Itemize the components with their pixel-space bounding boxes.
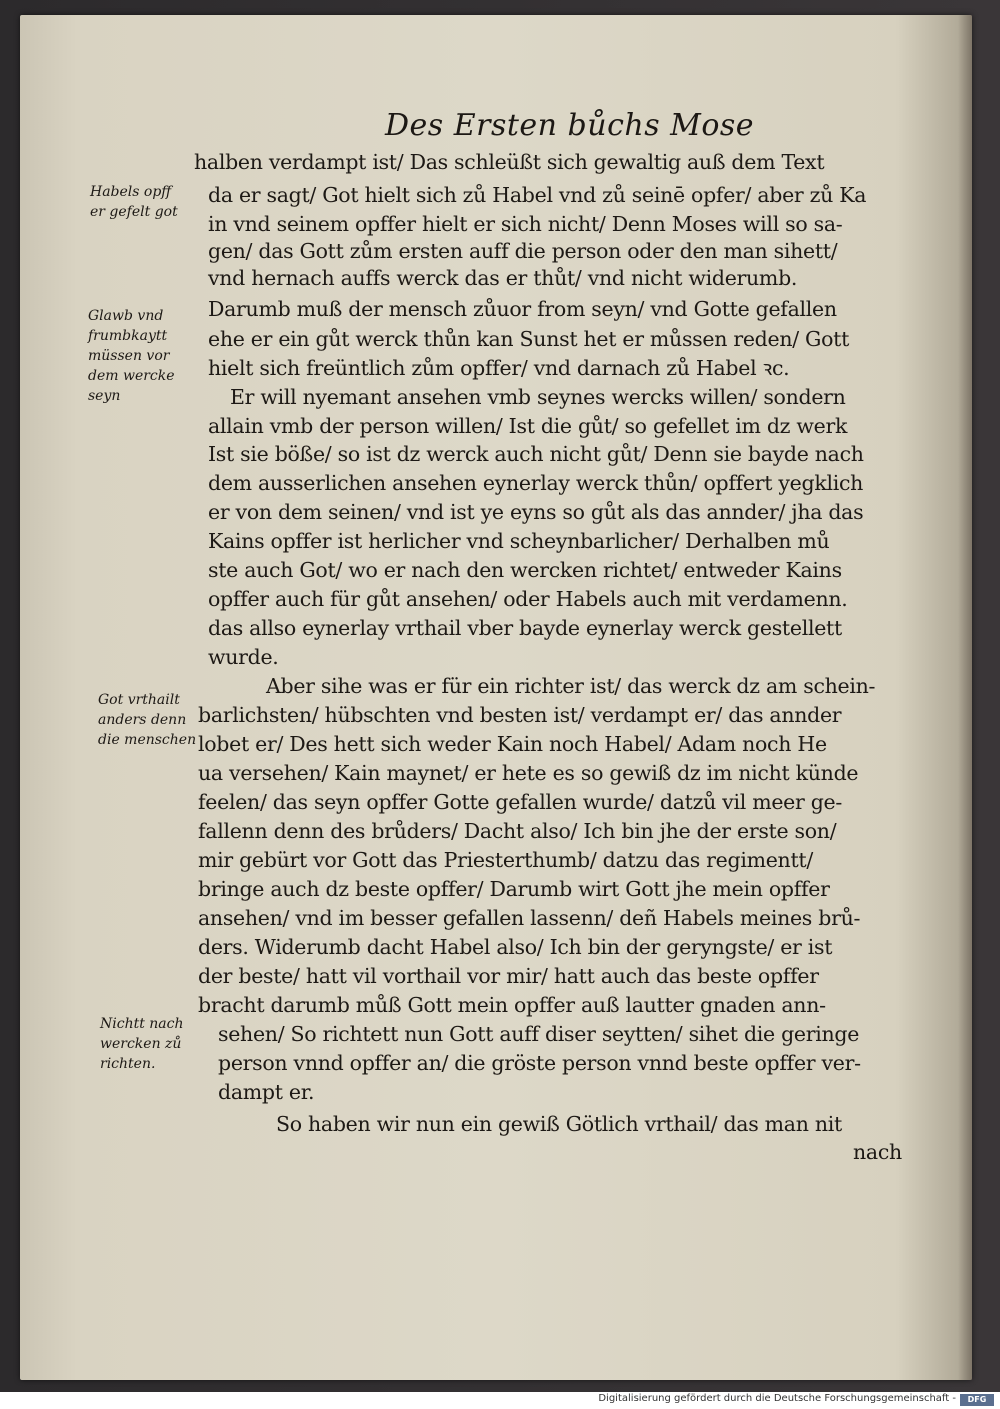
body-line: ste auch Got/ wo er nach den wercken richtet/ entweder Kains [208, 558, 842, 582]
body-line: allain vmb der person willen/ Ist die gůt/ so gefellet im dz werk [208, 414, 848, 438]
body-line: So haben wir nun ein gewiß Götlich vrthail/ das man nit [276, 1112, 842, 1136]
footer [0, 1392, 1000, 1409]
body-line: in vnd seinem opffer hielt er sich nicht/ Denn Moses will so sa- [208, 212, 843, 236]
funding-credit: Digitalisierung gefördert durch die Deutsche Forschungsgemeinschaft - [598, 1393, 956, 1404]
body-line: Er will nyemant ansehen vmb seynes wercks willen/ sondern [230, 385, 846, 409]
body-line: Darumb muß der mensch zůuor from seyn/ vnd Gotte gefallen [208, 297, 837, 321]
body-line: Kains opffer ist herlicher vnd scheynbarlicher/ Derhalben mů [208, 529, 830, 553]
page-edge-shadow [958, 15, 972, 1380]
body-line: sehen/ So richtett nun Gott auff diser seytten/ sihet die geringe [218, 1022, 860, 1046]
body-line: da er sagt/ Got hielt sich zů Habel vnd zů seinē opfer/ aber zů Ka [208, 183, 867, 207]
marginal-note: Nichtt nach wercken zů richten. [100, 1016, 184, 1072]
body-line: gen/ das Gott zům ersten auff die person oder den man sihett/ [208, 239, 838, 263]
body-line: hielt sich freüntlich zům opffer/ vnd darnach zů Habel ꝛc. [208, 356, 790, 380]
body-line: bringe auch dz beste opffer/ Darumb wirt Gott jhe mein opffer [198, 877, 830, 901]
marginal-note: Got vrthailt anders denn die menschen [98, 692, 197, 748]
body-line: Aber sihe was er für ein richter ist/ das werck dz am schein- [266, 674, 876, 698]
marginal-note: Habels opff er gefelt got [90, 184, 178, 220]
body-line: er von dem seinen/ vnd ist ye eyns so gůt als das annder/ jha das [208, 500, 864, 524]
body-line: bracht darumb můß Gott mein opffer auß lautter gnaden ann- [198, 993, 826, 1017]
body-line: dem ausserlichen ansehen eynerlay werck thůn/ opffert yegklich [208, 471, 864, 495]
body-line: vnd hernach auffs werck das er thůt/ vnd nicht widerumb. [208, 266, 798, 290]
body-line: Ist sie böße/ so ist dz werck auch nicht gůt/ Denn sie bayde nach [208, 442, 864, 466]
dfg-logo: DFG [960, 1394, 994, 1406]
body-line: person vnnd opffer an/ die gröste person vnnd beste opffer ver- [218, 1051, 861, 1075]
body-line: ua versehen/ Kain maynet/ er hete es so gewiß dz im nicht künde [198, 761, 859, 785]
body-line: feelen/ das seyn opffer Gotte gefallen wurde/ datzů vil meer ge- [198, 790, 842, 814]
marginal-note: Glawb vnd frumbkaytt müssen vor dem wercke seyn [88, 308, 175, 404]
body-line: das allso eynerlay vrthail vber bayde eynerlay werck gestellett [208, 616, 842, 640]
body-line: der beste/ hatt vil vorthail vor mir/ hatt auch das beste opffer [198, 964, 819, 988]
body-line: ehe er ein gůt werck thůn kan Sunst het er můssen reden/ Gott [208, 327, 850, 351]
body-line: ansehen/ vnd im besser gefallen lassenn/ deñ Habels meines brů- [198, 906, 861, 930]
body-line: dampt er. [218, 1080, 315, 1104]
body-line: wurde. [208, 645, 279, 669]
body-line: ders. Widerumb dacht Habel also/ Ich bin der geryngste/ er ist [198, 935, 833, 959]
running-title: Des Ersten bůchs Mose [385, 108, 755, 143]
body-line: barlichsten/ hübschten vnd besten ist/ verdampt er/ das annder [198, 703, 842, 727]
catchword: nach [853, 1140, 902, 1164]
body-line: mir gebürt vor Gott das Priesterthumb/ datzu das regimentt/ [198, 848, 813, 872]
body-line: opffer auch für gůt ansehen/ oder Habels auch mit verdamenn. [208, 587, 848, 611]
body-line: halben verdampt ist/ Das schleüßt sich gewaltig auß dem Text [194, 150, 825, 174]
body-line: lobet er/ Des hett sich weder Kain noch Habel/ Adam noch He [198, 732, 827, 756]
body-line: fallenn denn des brůders/ Dacht also/ Ich bin jhe der erste son/ [198, 819, 837, 843]
